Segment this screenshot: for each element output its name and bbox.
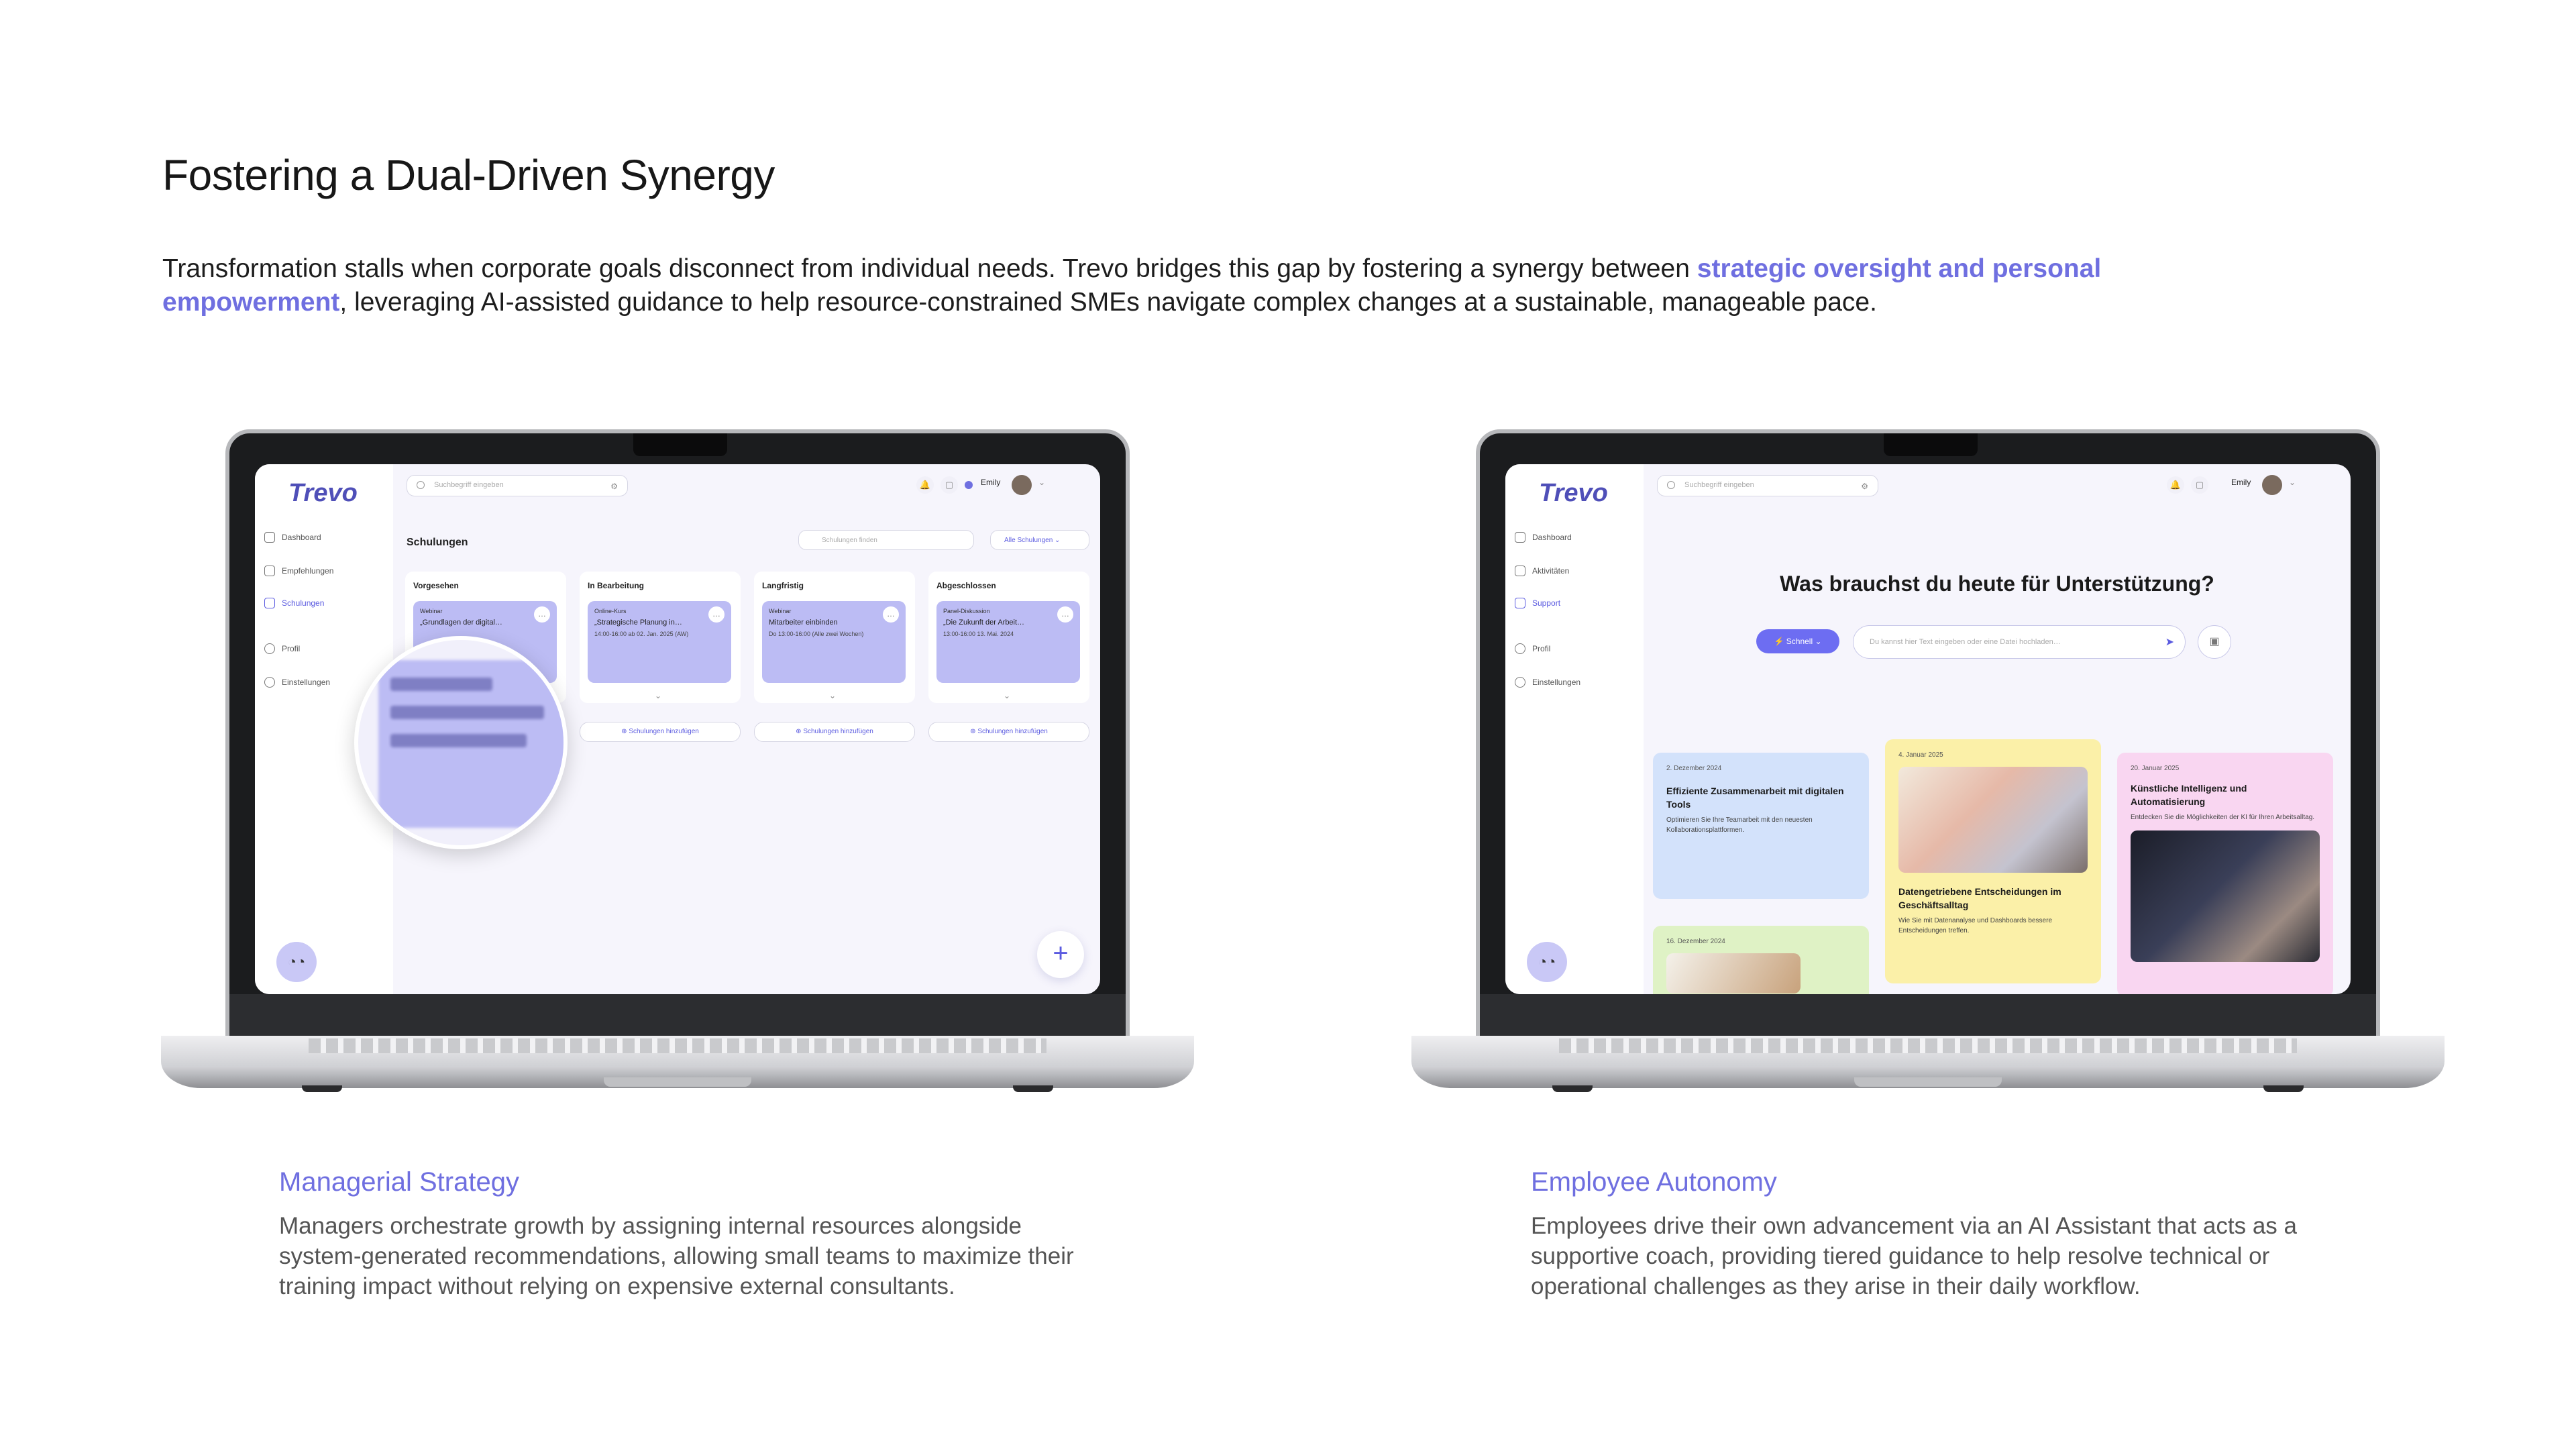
card-date: 13:00-16:00 13. Mai. 2024 [943, 631, 1014, 637]
expand-chevron-icon[interactable]: ⌄ [829, 691, 837, 700]
card-kind: Online-Kurs [594, 608, 627, 614]
user-avatar[interactable] [1012, 475, 1032, 495]
article-tile[interactable] [1653, 926, 1869, 994]
article-image [2131, 830, 2320, 962]
card-date: Do 13:00-16:00 (Alle zwei Wochen) [769, 631, 864, 637]
training-card[interactable] [936, 601, 1080, 683]
card-title: „Grundlagen der digital… [420, 619, 502, 627]
laptop-lid [1476, 429, 2380, 1045]
laptop-lid [225, 429, 1130, 1045]
tile-desc: Entdecken Sie die Möglichkeiten der KI für Ihren Arbeitsalltag. [2131, 814, 2315, 821]
column-title: Langfristig [762, 581, 804, 590]
tile-desc: Wie Sie mit Datenanalyse und Dashboards bessere Entscheidungen treffen. [1898, 917, 2053, 934]
sidebar-item-einstellungen[interactable] [1515, 674, 1642, 691]
training-card[interactable] [762, 601, 906, 683]
more-icon[interactable]: … [534, 606, 550, 623]
more-icon[interactable]: … [708, 606, 724, 623]
top-bar [1644, 464, 2351, 502]
more-icon[interactable]: … [883, 606, 899, 623]
gear-icon [1515, 677, 1525, 688]
image-upload-button[interactable]: ▣ [2198, 625, 2231, 659]
trackpad-groove [604, 1077, 751, 1087]
tile-title: Künstliche Intelligenz und Automatisierung [2131, 783, 2247, 807]
assistant-avatar[interactable]: ◔◔ [1527, 942, 1567, 982]
sidebar-item-label: Support [1532, 598, 1561, 608]
sidebar-item-label: Einstellungen [282, 678, 331, 687]
tile-date: 16. Dezember 2024 [1666, 938, 1725, 945]
tile-date: 2. Dezember 2024 [1666, 765, 1722, 772]
manager-screen [255, 464, 1100, 994]
laptop-foot [2263, 1085, 2304, 1092]
laptop-foot [1552, 1085, 1593, 1092]
prompt-placeholder: Du kannst hier Text eingeben oder eine Datei hochladen… [1870, 638, 2061, 646]
sidebar-item-dashboard[interactable] [1515, 529, 1642, 546]
laptop-foot [1013, 1085, 1053, 1092]
intro-highlight: strategic oversight and personal empowerment [162, 254, 2102, 317]
recommendations-icon [264, 566, 275, 576]
tile-date: 4. Januar 2025 [1898, 751, 1943, 759]
sidebar-item-label: Dashboard [282, 533, 321, 542]
column-title: Vorgesehen [413, 581, 459, 590]
training-card[interactable] [588, 601, 731, 683]
monitor-icon [264, 598, 275, 608]
add-training-label: Schulungen hinzufügen [977, 728, 1048, 735]
sidebar-item-schulungen[interactable] [264, 594, 392, 612]
dashboard-icon [264, 532, 275, 543]
sidebar-item-dashboard[interactable] [264, 529, 392, 546]
more-icon[interactable]: … [1057, 606, 1073, 623]
notification-icon[interactable]: 🔔 [2167, 476, 2184, 494]
notification-icon[interactable]: 🔔 [916, 476, 934, 494]
add-training-label: Schulungen hinzufügen [803, 728, 873, 735]
camera-notch [633, 433, 727, 456]
column-abgeschlossen [928, 572, 1089, 703]
sidebar-item-profil[interactable] [1515, 640, 1642, 657]
filter-label: Alle Schulungen [1004, 537, 1053, 544]
caption-text: Managers orchestrate growth by assigning internal resources alongside system-generated recommendations, allowing small teams to maximize their training impact without relying on expensive external consultants. [279, 1213, 1074, 1299]
status-dot-icon [965, 481, 973, 489]
chat-icon[interactable]: ▢ [941, 476, 958, 494]
sidebar-item-support[interactable] [1515, 594, 1642, 612]
intro-text-before: Transformation stalls when corporate goals disconnect from individual needs. Trevo bridges this gap by fostering a synergy between [162, 254, 1697, 283]
card-kind: Webinar [769, 608, 792, 614]
sidebar-item-label: Aktivitäten [1532, 566, 1570, 576]
intro-text-after: , leveraging AI-assisted guidance to help resource-constrained SMEs navigate complex changes at a sustainable, manageable pace. [339, 288, 1877, 317]
user-icon [1515, 643, 1525, 654]
article-image [1666, 953, 1801, 994]
lid-bezel [1480, 994, 2376, 1041]
search-placeholder: Suchbegriff eingeben [1684, 481, 1754, 489]
training-search-placeholder: Schulungen finden [822, 537, 877, 544]
employee-laptop-mockup [1411, 429, 2445, 1127]
add-training-button[interactable]: ⊕ Schulungen hinzufügen [754, 722, 915, 742]
employee-caption [1531, 1167, 2336, 1301]
sidebar-item-label: Schulungen [282, 598, 325, 608]
column-in-bearbeitung [580, 572, 741, 703]
card-date: 14:00-16:00 ab 02. Jan. 2025 (AW) [594, 631, 689, 637]
filter-icon[interactable]: ⚙ [610, 482, 618, 491]
tile-title: Datengetriebene Entscheidungen im Geschäftsalltag [1898, 886, 2061, 910]
article-tile[interactable] [2117, 753, 2333, 994]
add-training-label: Schulungen hinzufügen [629, 728, 699, 735]
top-bar [393, 464, 1100, 502]
sidebar-item-label: Dashboard [1532, 533, 1572, 542]
dashboard-icon [1515, 532, 1525, 543]
gear-icon [264, 677, 275, 688]
tile-title: Effiziente Zusammenarbeit mit digitalen Tools [1666, 786, 1844, 810]
caption-text: Employees drive their own advancement via an AI Assistant that acts as a supportive coach, providing tiered guidance to help resolve technical or operational challenges as they arise in their daily workflow. [1531, 1213, 2297, 1299]
sidebar-item-aktivitaeten[interactable] [1515, 562, 1642, 580]
assistant-prompt-input[interactable] [1853, 625, 2186, 659]
sidebar-item-label: Profil [282, 644, 301, 653]
keyboard-row [309, 1038, 1046, 1053]
add-training-button[interactable]: ⊕ Schulungen hinzufügen [580, 722, 741, 742]
caption-title: Managerial Strategy [279, 1167, 519, 1197]
mode-dropdown[interactable]: ⚡ Schnell ⌄ [1756, 629, 1839, 653]
card-title: „Strategische Planung in… [594, 619, 682, 627]
chat-icon[interactable]: ▢ [2191, 476, 2208, 494]
article-tile[interactable] [1653, 753, 1869, 899]
expand-chevron-icon[interactable]: ⌄ [655, 691, 662, 700]
drag-magnifier-lens [354, 636, 568, 849]
add-training-button[interactable]: ⊕ Schulungen hinzufügen [928, 722, 1089, 742]
send-icon[interactable]: ➤ [2165, 637, 2174, 648]
training-filter-dropdown[interactable]: Alle Schulungen ⌄ [990, 530, 1089, 550]
employee-screen [1505, 464, 2351, 994]
trevo-logo: Trevo [288, 479, 358, 507]
user-name: Emily [981, 478, 1001, 487]
sidebar-item-label: Empfehlungen [282, 566, 334, 576]
sidebar [1505, 464, 1644, 994]
intro-paragraph [162, 252, 2121, 319]
camera-notch [1884, 433, 1978, 456]
tile-date: 20. Januar 2025 [2131, 765, 2180, 772]
page-title: Fostering a Dual-Driven Synergy [162, 151, 775, 199]
expand-chevron-icon[interactable]: ⌄ [1004, 691, 1011, 700]
sidebar-item-profil[interactable] [264, 640, 392, 657]
chevron-down-icon[interactable]: ⌄ [2289, 478, 2296, 487]
column-langfristig [754, 572, 915, 703]
search-input[interactable] [1657, 475, 1878, 496]
search-icon [1667, 481, 1675, 489]
article-tile[interactable] [1885, 739, 2101, 983]
search-icon [417, 481, 425, 489]
laptop-foot [302, 1085, 342, 1092]
card-title: Mitarbeiter einbinden [769, 619, 838, 627]
blurred-dragged-card [378, 660, 568, 828]
add-fab-button[interactable]: + [1037, 931, 1084, 978]
checklist-icon [1515, 566, 1525, 576]
search-placeholder: Suchbegriff eingeben [434, 481, 504, 489]
card-title: „Die Zukunft der Arbeit… [943, 619, 1025, 627]
manager-laptop-mockup [161, 429, 1194, 1127]
trevo-logo: Trevo [1539, 479, 1608, 507]
training-search-input[interactable] [798, 530, 974, 550]
assistant-avatar[interactable]: ◔◔ [276, 942, 317, 982]
keyboard-row [1559, 1038, 2297, 1053]
section-title: Schulungen [407, 537, 468, 548]
mode-label: Schnell [1786, 637, 1813, 646]
lid-bezel [229, 994, 1126, 1041]
sidebar-item-label: Profil [1532, 644, 1551, 653]
chevron-down-icon[interactable]: ⌄ [1038, 478, 1046, 487]
column-title: In Bearbeitung [588, 581, 645, 590]
user-name: Emily [2231, 478, 2251, 487]
filter-icon[interactable]: ⚙ [1861, 482, 1868, 491]
user-avatar[interactable] [2262, 475, 2282, 495]
sidebar-item-label: Einstellungen [1532, 678, 1581, 687]
card-kind: Panel-Diskussion [943, 608, 990, 614]
search-input[interactable] [407, 475, 628, 496]
book-icon [1515, 598, 1525, 608]
caption-title: Employee Autonomy [1531, 1167, 1777, 1197]
assistant-question-heading: Was brauchst du heute für Unterstützung? [1780, 572, 2214, 596]
tile-desc: Optimieren Sie Ihre Teamarbeit mit den neuesten Kollaborationsplattformen. [1666, 816, 1813, 834]
card-kind: Webinar [420, 608, 443, 614]
manager-caption [279, 1167, 1084, 1301]
sidebar-item-empfehlungen[interactable] [264, 562, 392, 580]
column-title: Abgeschlossen [936, 581, 996, 590]
user-icon [264, 643, 275, 654]
article-image [1898, 767, 2088, 873]
trackpad-groove [1854, 1077, 2002, 1087]
